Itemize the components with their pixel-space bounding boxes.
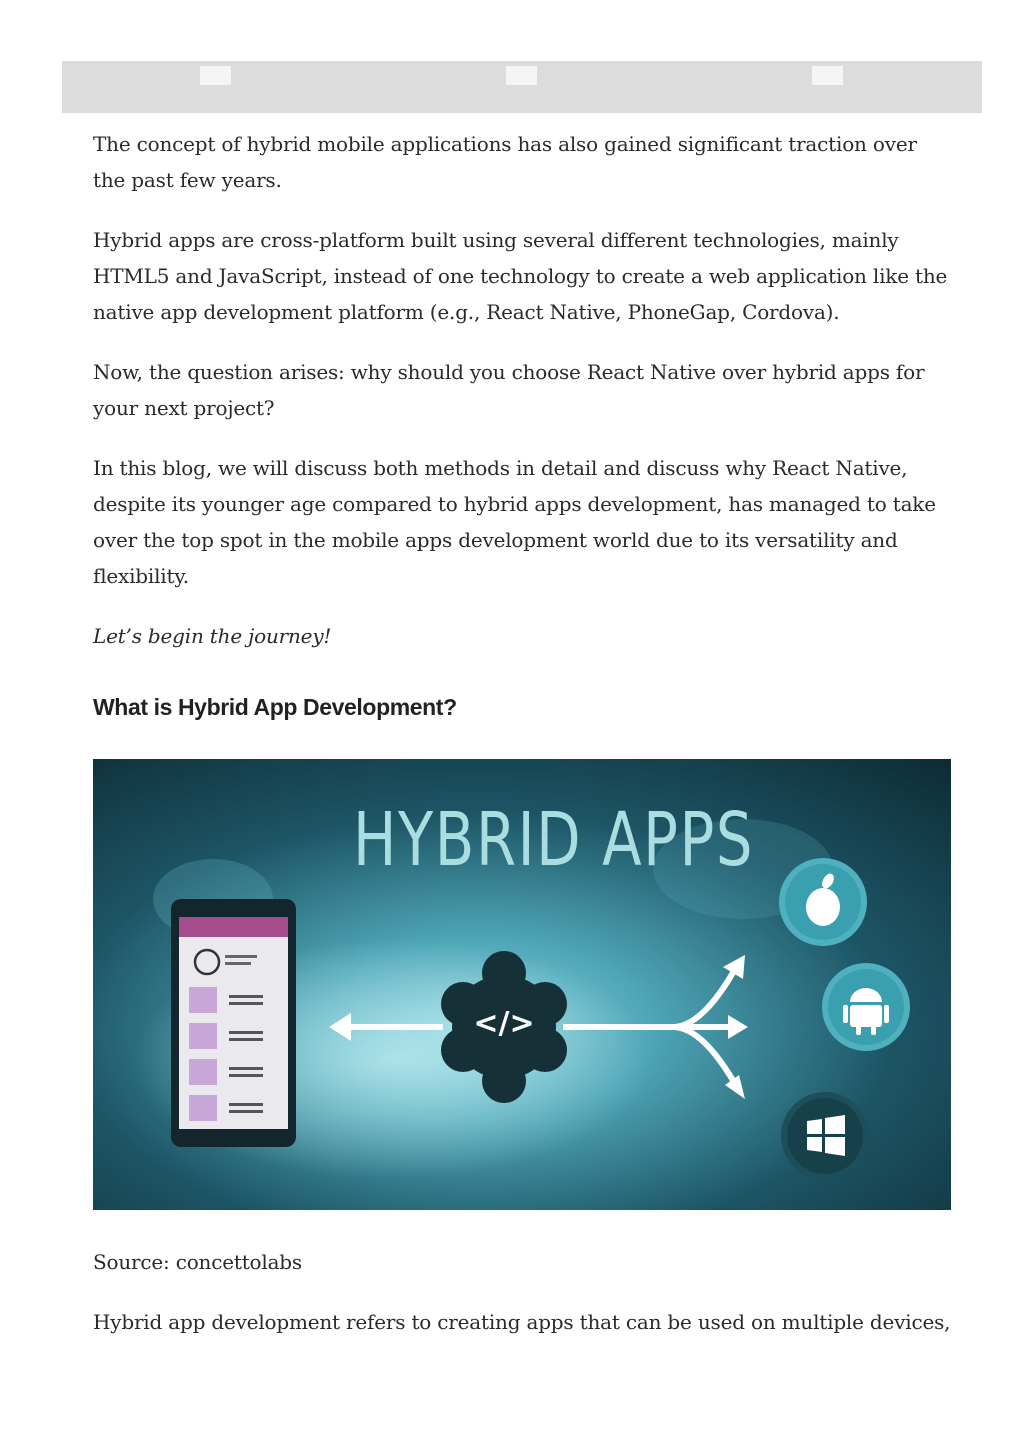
banner-placeholder-1 <box>200 66 231 85</box>
windows-icon <box>781 1092 869 1180</box>
phone-icon <box>171 899 296 1147</box>
code-symbol: </> <box>473 1006 535 1041</box>
paragraph-3: Now, the question arises: why should you choose React Native over hybrid apps for your next project? <box>93 360 925 420</box>
section-heading: What is Hybrid App Development? <box>93 694 457 720</box>
paragraph-5: Hybrid app development refers to creating apps that can be used on multiple devices, <box>93 1310 951 1334</box>
banner-placeholder-3 <box>812 66 843 85</box>
banner-placeholder-2 <box>506 66 537 85</box>
image-caption: Source: concettolabs <box>93 1250 302 1274</box>
italic-line: Let’s begin the journey! <box>93 624 332 648</box>
paragraph-4: In this blog, we will discuss both methods in detail and discuss why React Native, despite its younger age compared to hybrid apps development, has managed to take over the top spot in the mobile apps development world due to its versatility and flexibility. <box>93 456 936 588</box>
hero-image <box>93 759 951 1210</box>
paragraph-2: Hybrid apps are cross-platform built using several different technologies, mainly HTML5 and JavaScript, instead of one technology to create a web application like the native app development platform (e.g., React Native, PhoneGap, Cordova). <box>93 228 948 324</box>
hero-title: HYBRID APPS <box>353 797 755 883</box>
apple-icon <box>779 858 867 946</box>
top-banner-bar <box>62 61 982 113</box>
paragraph-1: The concept of hybrid mobile applications has also gained significant traction over the past few years. <box>93 132 917 192</box>
article-body <box>93 126 953 1364</box>
android-icon <box>822 963 910 1051</box>
